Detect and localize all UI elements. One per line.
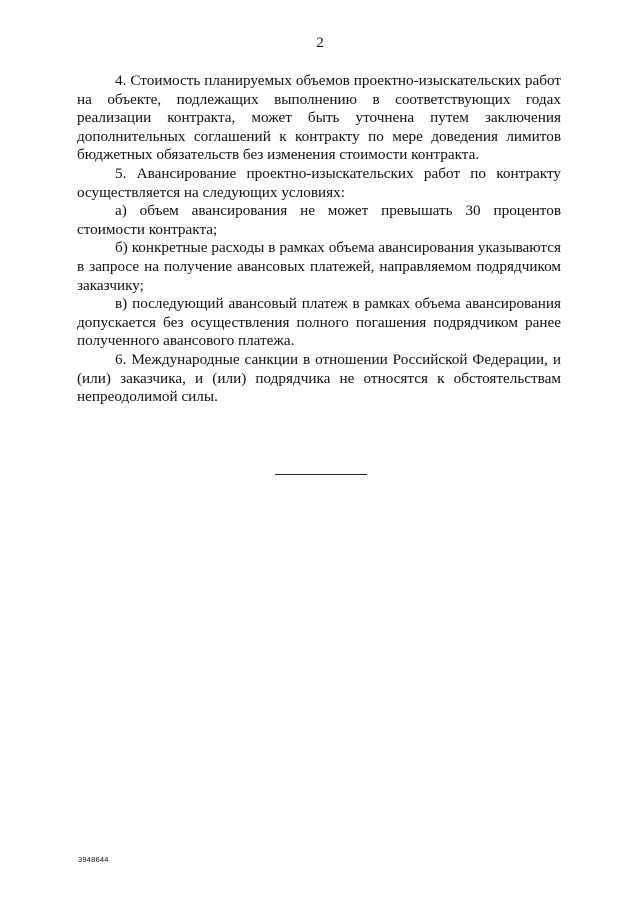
paragraph-4-project-cost: 4. Стоимость планируемых объемов проектно-изыскательских работ на объекте, подлежащих выполнению в соответствующих годах реализации контракта, может быть уточнена путем заключения дополнительных соглашений к контракту по мере доведения лимитов бюджетных обязательств без изменения стоимости контракта. — [77, 72, 561, 164]
paragraph-5-advance-payment: 5. Авансирование проектно-изыскательских работ по контракту осуществляется на следующих условиях: — [77, 164, 561, 201]
paragraph-6-sanctions: 6. Международные санкции в отношении Российской Федерации, и (или) заказчика, и (или) подрядчика не относятся к обстоятельствам непреодолимой силы. — [77, 350, 561, 406]
subitem-b-advance-expenses: б) конкретные расходы в рамках объема авансирования указываются в запросе на получение авансовых платежей, направляемом подрядчиком заказчику; — [77, 239, 561, 294]
end-separator-line — [275, 474, 367, 475]
subitem-v-subsequent-advance: в) последующий авансовый платеж в рамках объема авансирования допускается без осуществления полного погашения подрядчиком ранее полученного авансового платежа. — [77, 295, 561, 350]
document-code: 3948644 — [78, 855, 109, 864]
subitem-a-advance-limit: а) объем авансирования не может превышать 30 процентов стоимости контракта; — [77, 202, 561, 238]
page-number: 2 — [316, 35, 324, 51]
document-body — [77, 72, 561, 407]
